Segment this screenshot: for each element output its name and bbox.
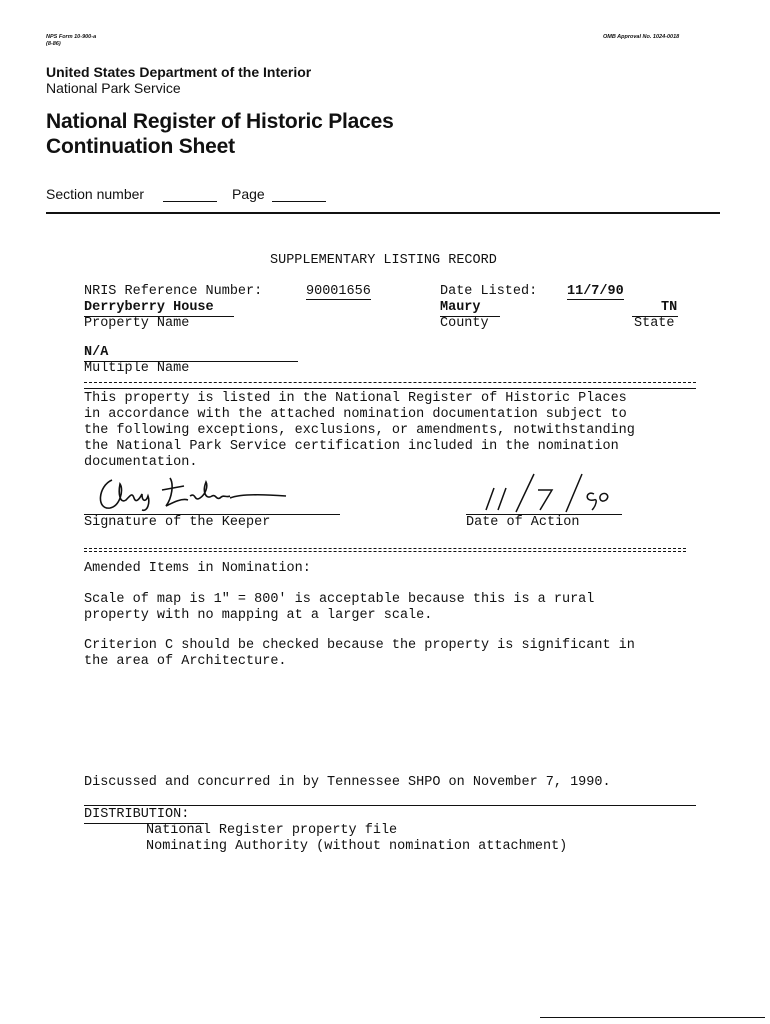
amendment-line: property with no mapping at a larger scale. xyxy=(84,608,433,623)
action-date-handwritten xyxy=(478,470,618,516)
amendment-line: the area of Architecture. xyxy=(84,654,287,669)
keeper-signature xyxy=(90,468,290,518)
distribution-rule xyxy=(84,805,696,806)
amendment-line: Criterion C should be checked because the property is significant in xyxy=(84,638,635,653)
nris-label: NRIS Reference Number: xyxy=(84,284,263,299)
header-divider xyxy=(46,212,720,214)
multiple-name-value: N/A xyxy=(84,345,109,360)
page-title: National Register of Historic Places xyxy=(46,110,394,133)
nris-value: 90001656 xyxy=(306,284,371,299)
amended-heading: Amended Items in Nomination: xyxy=(84,561,311,576)
statement-line: the following exceptions, exclusions, or amendments, notwithstanding xyxy=(84,423,635,438)
omb-approval: OMB Approval No. 1024-0018 xyxy=(603,34,680,40)
distribution-item: Nominating Authority (without nomination attachment) xyxy=(146,839,568,854)
statement-rule xyxy=(84,388,696,389)
property-name-value: Derryberry House xyxy=(84,300,214,315)
double-dashed-divider xyxy=(84,548,686,552)
county-label: County xyxy=(440,316,489,331)
service-name: National Park Service xyxy=(46,80,181,96)
distribution-label: DISTRIBUTION: xyxy=(84,807,190,822)
department-name: United States Department of the Interior xyxy=(46,64,312,80)
date-listed-value: 11/7/90 xyxy=(567,284,624,299)
page-label: Page xyxy=(232,186,265,202)
date-of-action-label: Date of Action xyxy=(466,515,580,530)
statement-line: in accordance with the attached nomination documentation subject to xyxy=(84,407,627,422)
state-label: State xyxy=(634,316,675,331)
county-value: Maury xyxy=(440,300,481,315)
form-number: NPS Form 10-900-a xyxy=(46,34,97,40)
statement-line: This property is listed in the National Register of Historic Places xyxy=(84,391,627,406)
state-value: TN xyxy=(661,300,678,315)
multiple-name-label: Multiple Name xyxy=(84,361,190,376)
dashed-divider xyxy=(84,382,696,383)
page-blank xyxy=(272,201,326,202)
footer-rule xyxy=(540,1017,765,1018)
amendment-line: Scale of map is 1" = 800' is acceptable because this is a rural xyxy=(84,592,595,607)
page-subtitle: Continuation Sheet xyxy=(46,135,235,158)
property-name-label: Property Name xyxy=(84,316,190,331)
section-number-blank xyxy=(163,201,217,202)
date-listed-label: Date Listed: xyxy=(440,284,538,299)
record-heading: SUPPLEMENTARY LISTING RECORD xyxy=(270,253,497,268)
concurrence-statement: Discussed and concurred in by Tennessee SHPO on November 7, 1990. xyxy=(84,775,611,790)
statement-line: the National Park Service certification included in the nomination xyxy=(84,439,619,454)
signature-label: Signature of the Keeper xyxy=(84,515,271,530)
section-number-label: Section number xyxy=(46,186,145,202)
distribution-item: National Register property file xyxy=(146,823,398,838)
form-date: (8-86) xyxy=(46,41,61,47)
statement-line: documentation. xyxy=(84,455,198,470)
